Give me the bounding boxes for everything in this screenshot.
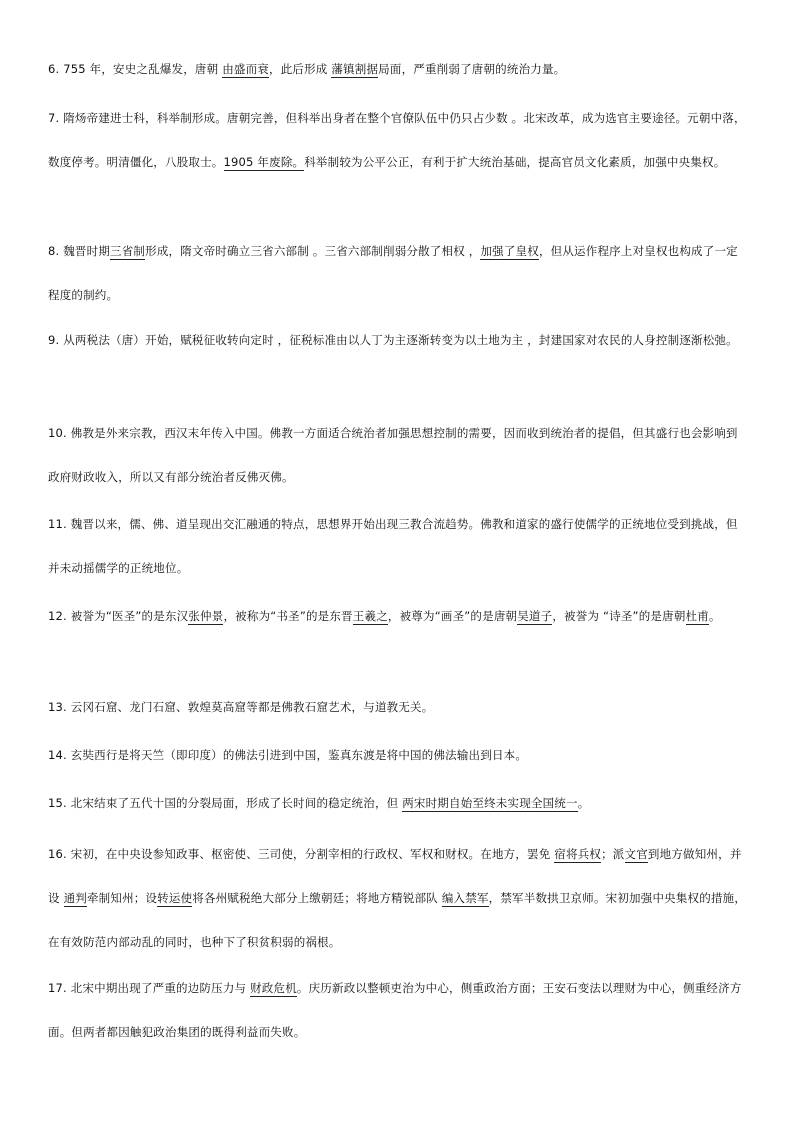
paragraph-12 — [48, 594, 748, 638]
text-segment: ，被称为“书圣”的是东晋 — [223, 609, 353, 623]
text-segment: 13. 云冈石窟、龙门石窟、敦煌莫高窟等都是佛教石窟艺术，与道教无关。 — [48, 700, 434, 714]
paragraph-17 — [48, 966, 748, 1054]
paragraph-8 — [48, 229, 748, 317]
text-segment: 到地方做知州，并设 — [48, 847, 742, 905]
paragraph-7 — [48, 96, 748, 184]
paragraph-15 — [48, 781, 748, 825]
underlined-answer: 张仲景 — [188, 609, 224, 623]
text-segment: 6. 755 年，安史之乱爆发，唐朝 — [48, 62, 223, 76]
paragraph-9 — [48, 318, 748, 362]
underlined-answer: 吴道子 — [517, 609, 553, 623]
text-segment: ，被尊为“画圣”的是唐朝 — [387, 609, 518, 623]
paragraph-6 — [48, 47, 748, 91]
underlined-answer: 三省制 — [110, 244, 146, 258]
text-segment: 8. 魏晋时期 — [48, 244, 111, 258]
text-segment: 16. 宋初，在中央设参知政事、枢密使、三司使，分割宰相的行政权、军权和财权。在地方，罢免 — [48, 847, 555, 861]
paragraph-13 — [48, 685, 748, 729]
paragraph-11 — [48, 502, 748, 590]
underlined-answer: 藩镇割据 — [331, 62, 379, 76]
paragraph-10 — [48, 411, 748, 499]
underlined-answer: 编入禁军 — [441, 891, 489, 905]
text-segment: 形成，隋文帝时确立三省六部制 。三省六部制削弱分散了相权 ， — [145, 244, 481, 258]
underlined-answer: 宿将兵权 — [554, 847, 602, 861]
underlined-answer: 加强了皇权 — [480, 244, 539, 258]
text-segment: 。 — [577, 796, 590, 810]
text-segment: 局面，严重削弱了唐朝的统治力量。 — [378, 62, 566, 76]
underlined-answer: 杜甫 — [685, 609, 709, 623]
underlined-answer: 文官 — [624, 847, 648, 861]
text-segment: 7. 隋炀帝建进士科，科举制形成。唐朝完善，但科举出身者在整个官僚队伍中仍只占少数 。北宋改革，成为选官主要途径。元朝中落，数度停考。明清僵化，八股取士。 — [48, 111, 746, 169]
text-segment: 。庆历新政以整顿吏治为中心，侧重政治方面；王安石变法以理财为中心，侧重经济方面。但两者都因触犯政治集团的既得利益而失败。 — [48, 981, 742, 1039]
text-segment: ；派 — [601, 847, 625, 861]
text-segment: ，禁军半数拱卫京师。宋初加强中央集权的措施，在有效防范内部动乱的同时，也种下了积贫积弱的祸根。 — [48, 891, 747, 949]
text-segment: 9. 从两税法（唐）开始，赋税征收转向定时 ，征税标准由以人丁为主逐渐转变为以土地为主 ，封建国家对农民的人身控制逐渐松弛。 — [48, 333, 738, 347]
text-segment: 17. 北宋中期出现了严重的边防压力与 — [48, 981, 251, 995]
text-segment: 科举制较为公平公正，有利于扩大统治基础，提高官员文化素质，加强中央集权。 — [304, 155, 726, 169]
text-segment: ，被誉为 “诗圣”的是唐朝 — [552, 609, 686, 623]
text-segment: 15. 北宋结束了五代十国的分裂局面，形成了长时间的稳定统治，但 — [48, 796, 403, 810]
underlined-answer: 转运使 — [157, 891, 193, 905]
paragraph-14 — [48, 733, 748, 777]
text-segment: 。 — [708, 609, 721, 623]
underlined-answer: 财政危机 — [250, 981, 297, 995]
paragraph-16 — [48, 832, 748, 964]
text-segment: ，此后形成 — [269, 62, 332, 76]
underlined-answer: 王羲之 — [352, 609, 388, 623]
text-segment: 12. 被誉为“医圣”的是东汉 — [48, 609, 189, 623]
text-segment: 将各州赋税绝大部分上缴朝廷；将地方精锐部队 — [192, 891, 442, 905]
text-segment: 牵制知州；设 — [86, 891, 158, 905]
underlined-answer: 两宋时期自始至终未实现全国统一 — [402, 796, 578, 810]
underlined-answer: 通判 — [63, 891, 87, 905]
underlined-answer: 由盛而衰 — [222, 62, 269, 76]
text-segment: 11. 魏晋以来，儒、佛、道呈现出交汇融通的特点，思想界开始出现三教合流趋势。佛教和道家的盛行使儒学的正统地位受到挑战，但并未动摇儒学的正统地位。 — [48, 517, 738, 575]
text-segment: 10. 佛教是外来宗教，西汉末年传入中国。佛教一方面适合统治者加强思想控制的需要，因而收到统治者的提倡，但其盛行也会影响到政府财政收入，所以又有部分统治者反佛灭佛。 — [48, 426, 738, 484]
text-segment: 14. 玄奘西行是将天竺（即印度）的佛法引进到中国，鉴真东渡是将中国的佛法输出到日本。 — [48, 748, 528, 762]
underlined-answer: 1905 年废除。 — [223, 155, 305, 169]
text-segment: ，但从运作程序上对皇权也构成了一定程度的制约。 — [48, 244, 738, 302]
